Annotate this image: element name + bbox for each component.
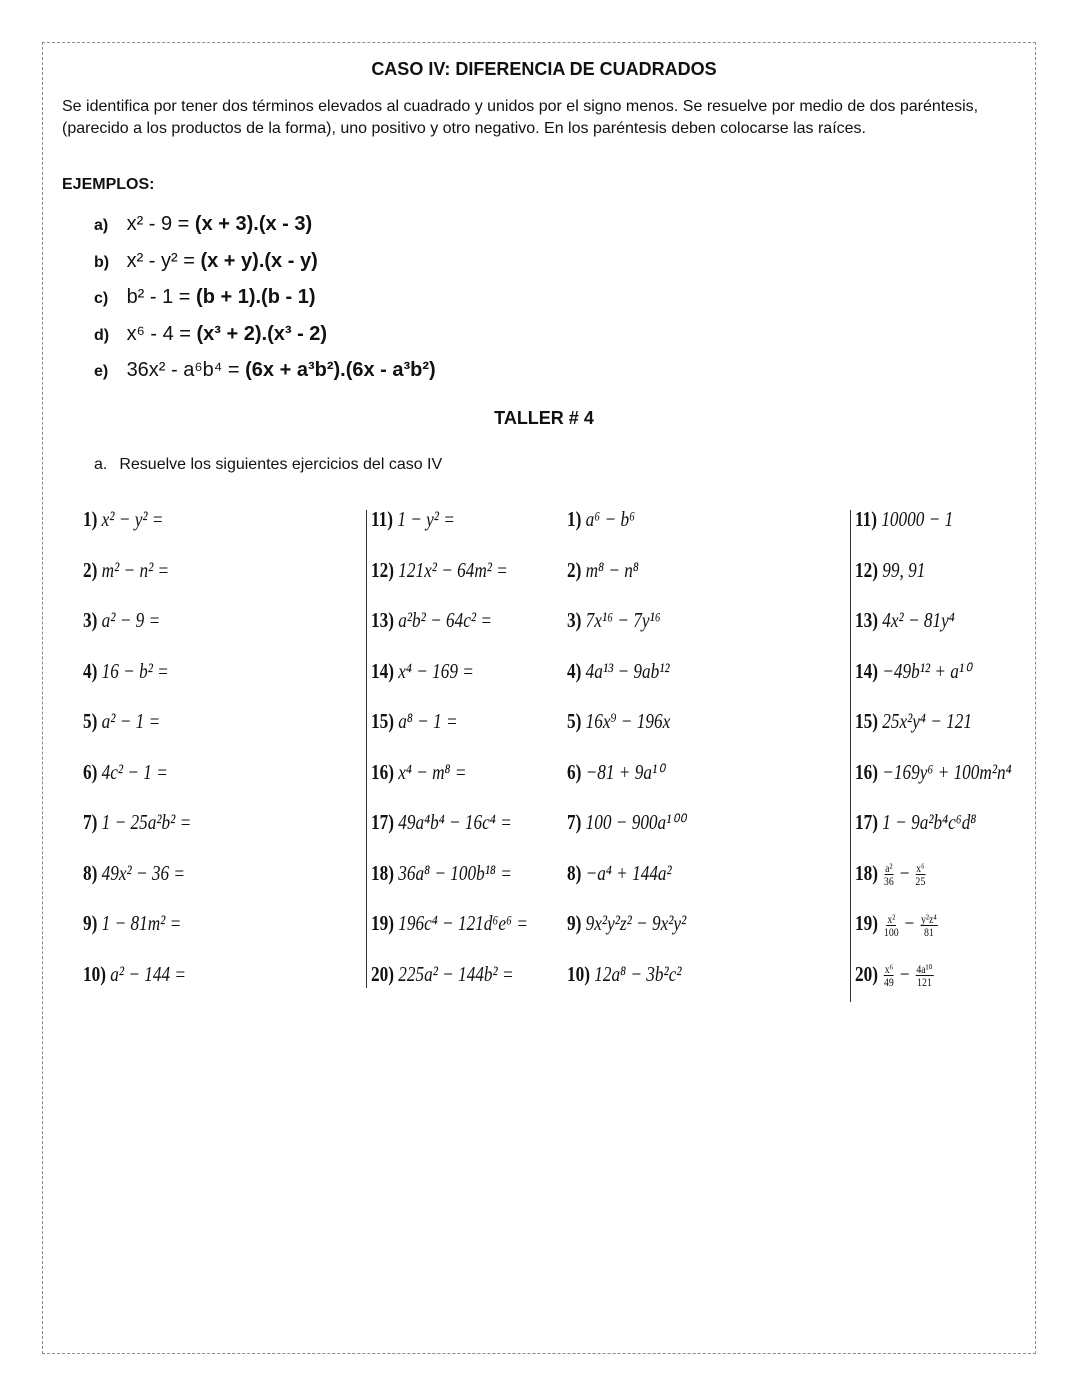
exercise-item (855, 706, 1012, 757)
examples-heading: EJEMPLOS: (62, 176, 155, 193)
exercise-number: 16) (371, 759, 394, 784)
fraction-numerator: x⁶ (884, 962, 894, 977)
exercise-item (855, 555, 1012, 606)
fraction (884, 913, 899, 938)
exercise-column-1 (83, 504, 215, 1009)
exercise-expression: 100 − 900a¹⁰⁰ (585, 810, 686, 834)
column-divider (366, 510, 367, 988)
exercise-number: 7) (567, 810, 582, 834)
exercise-number: 16) (855, 759, 878, 784)
example-item: d) x⁶ - 4 = (x³ + 2).(x³ - 2) (94, 322, 328, 345)
exercise-expression: 12a⁸ − 3b²c² (594, 961, 682, 986)
exercise-number: 18) (371, 860, 394, 885)
exercise-item (567, 959, 686, 1010)
fraction-numerator: x⁶ (916, 861, 925, 876)
exercise-expression: 9x²y²z² − 9x²y² (585, 911, 687, 935)
exercise-expression: −169y⁶ + 100m²n⁴ (882, 759, 1012, 784)
fraction (884, 963, 894, 988)
exercise-number: 6) (83, 759, 98, 784)
fraction-numerator: a² (885, 861, 893, 876)
exercise-item: 18) $\frac{\text{a²}}{36}$ − $\frac{\text{x⁶}}{25}$ (855, 860, 926, 889)
exercise-expression: x² − y² = (101, 507, 164, 531)
exercise-number: 5) (567, 709, 582, 733)
exercise-expression: 49x² − 36 = (101, 860, 186, 885)
exercise-item (371, 605, 528, 656)
exercise-expression: a² − 9 = (101, 608, 161, 632)
exercise-item (83, 555, 191, 606)
exercise-item (567, 908, 686, 959)
instruction: a. Resuelve los siguientes ejercicios del caso IV (94, 456, 443, 473)
exercise-item (855, 605, 1012, 656)
fraction-denominator: 25 (915, 874, 926, 889)
exercise-number: 1) (567, 507, 582, 531)
example-item: c) b² - 1 = (b + 1).(b - 1) (94, 286, 316, 308)
exercise-expression: a²b² − 64c² = (398, 608, 493, 632)
exercise-expression: 196c⁴ − 121d⁶e⁶ = (398, 911, 528, 935)
exercise-expression: 25x²y⁴ − 121 (882, 709, 972, 733)
exercise-expression: 16x⁹ − 196x (585, 709, 671, 733)
exercise-item (83, 757, 191, 808)
exercise-item (855, 807, 1012, 858)
exercise-expression: m⁸ − n⁸ (585, 557, 639, 582)
exercise-item (567, 706, 686, 757)
exercise-number: 19) (371, 911, 394, 935)
exercise-item (567, 807, 686, 858)
exercise-item (855, 757, 1012, 808)
exercise-number: 7) (83, 810, 98, 834)
examples-list (94, 210, 436, 393)
exercise-number: 12) (371, 557, 394, 582)
exercise-item (567, 757, 686, 808)
exercise-number: 17) (371, 810, 394, 834)
exercise-expression: x⁴ − m⁸ = (398, 759, 467, 784)
fraction-numerator: x² (887, 911, 896, 926)
exercise-expression: 1 − 9a²b⁴c⁶d⁸ (882, 810, 977, 834)
exercise-expression: 4c² − 1 = (101, 759, 168, 784)
fraction-denominator: 100 (883, 924, 899, 939)
exercise-item (83, 807, 191, 858)
page-title: CASO IV: DIFERENCIA DE CUADRADOS (371, 59, 717, 79)
exercise-item: 20) $\frac{\text{x⁶}}{49}$ − $\frac{\text{4a¹⁰}}{121}$ (855, 961, 933, 990)
exercise-number: 10) (567, 961, 590, 986)
fraction-numerator: 4a¹⁰ (916, 962, 933, 977)
intro-paragraph: Se identifica por tener dos términos elevados al cuadrado y unidos por el signo menos. Se resuelve por medio de dos paréntesis, (parecido a los productos de la forma), uno positivo y otro negativo. En los paréntesis deben colocarse las raíces. (62, 98, 979, 137)
example-item: e) 36x² - a⁶b⁴ = (6x + a³b²).(6x - a³b²) (94, 359, 436, 381)
fraction (916, 963, 934, 988)
fraction-denominator: 36 (883, 874, 894, 889)
exercise-number: 13) (371, 608, 394, 632)
exercise-expression: 1 − 25a²b² = (101, 810, 192, 834)
fraction-denominator: 81 (923, 924, 934, 939)
exercise-expression: 4x² − 81y⁴ (882, 608, 955, 632)
exercise-item (567, 656, 686, 707)
exercise-number: 20) (855, 961, 878, 986)
exercise-item (567, 858, 686, 909)
exercise-number: 20) (371, 961, 394, 986)
exercise-item (855, 656, 1012, 707)
fraction-denominator: 121 (917, 975, 932, 990)
exercise-expression: 49a⁴b⁴ − 16c⁴ = (398, 810, 512, 834)
exercise-column-4 (855, 504, 1046, 1009)
exercise-number: 2) (567, 557, 582, 582)
exercise-number: 2) (83, 557, 98, 582)
exercise-number: 8) (83, 860, 98, 885)
exercise-expression: 4a¹³ − 9ab¹² (585, 658, 670, 683)
exercise-expression: 7x¹⁶ − 7y¹⁶ (585, 608, 661, 632)
exercise-expression: a⁸ − 1 = (398, 709, 458, 733)
exercise-number: 17) (855, 810, 878, 834)
exercise-number: 8) (567, 860, 582, 885)
exercise-number: 12) (855, 557, 878, 582)
exercise-expression: a² − 1 = (101, 709, 161, 733)
exercise-item (855, 504, 1012, 555)
exercise-number: 14) (371, 658, 394, 683)
exercise-expression: a² − 144 = (110, 961, 187, 986)
exercise-item (567, 504, 686, 555)
exercise-expression: 1 − 81m² = (101, 911, 182, 935)
exercise-item: 19) $\frac{\text{x²}}{100}$ − $\frac{\text{y²z⁴}}{81}$ (855, 911, 937, 939)
exercise-item (371, 706, 528, 757)
exercise-expression: −81 + 9a¹⁰ (585, 759, 665, 784)
fraction (920, 913, 937, 938)
exercise-item (371, 908, 528, 959)
exercise-number: 5) (83, 709, 98, 733)
exercise-number: 13) (855, 608, 878, 632)
exercise-number: 11) (371, 507, 394, 531)
exercise-expression: 1 − y² = (397, 507, 455, 531)
exercise-expression: 99, 91 (882, 557, 926, 582)
exercise-number: 9) (83, 911, 98, 935)
exercise-column-2 (371, 504, 562, 1009)
exercise-item (371, 858, 528, 909)
exercise-number: 18) (855, 860, 878, 885)
exercise-number: 14) (855, 658, 878, 683)
exercise-expression: −49b¹² + a¹⁰ (882, 658, 971, 683)
exercise-number: 19) (855, 911, 878, 935)
exercise-expression: x⁴ − 169 = (398, 658, 474, 683)
exercise-item (567, 555, 686, 606)
exercise-number: 10) (83, 961, 106, 986)
exercise-item (371, 555, 528, 606)
exercise-number: 9) (567, 911, 582, 935)
exercise-item (83, 959, 191, 1010)
fraction (915, 862, 925, 887)
exercise-expression: a⁶ − b⁶ (585, 507, 636, 531)
exercise-number: 4) (567, 658, 582, 683)
exercise-number: 15) (855, 709, 878, 733)
exercise-item (371, 757, 528, 808)
exercise-item (83, 908, 191, 959)
exercise-column-3 (567, 504, 712, 1009)
exercise-number: 11) (855, 507, 878, 531)
exercise-number: 15) (371, 709, 394, 733)
exercise-number: 3) (83, 608, 98, 632)
exercise-expression: 10000 − 1 (881, 507, 954, 531)
exercise-number: 1) (83, 507, 98, 531)
exercise-expression: 225a² − 144b² = (398, 961, 514, 986)
exercise-item (371, 656, 528, 707)
exercise-expression: m² − n² = (101, 557, 170, 582)
exercise-number: 4) (83, 658, 98, 683)
exercise-item (83, 858, 191, 909)
exercise-item (371, 807, 528, 858)
exercise-item (83, 504, 191, 555)
exercise-expression: 16 − b² = (101, 658, 169, 683)
example-item: a) x² - 9 = (x + 3).(x - 3) (94, 213, 313, 235)
exercise-item (371, 959, 528, 1010)
fraction (884, 862, 894, 887)
fraction-denominator: 49 (883, 975, 894, 990)
exercise-expression: 36a⁸ − 100b¹⁸ = (398, 860, 512, 885)
example-item: b) x² - y² = (x + y).(x - y) (94, 249, 318, 272)
exercise-number: 3) (567, 608, 582, 632)
workshop-title: TALLER # 4 (494, 408, 594, 428)
exercise-expression: −a⁴ + 144a² (585, 860, 672, 885)
column-divider (850, 510, 851, 1002)
exercise-expression: 121x² − 64m² = (398, 557, 508, 582)
exercise-item (83, 706, 191, 757)
exercise-number: 6) (567, 759, 582, 784)
exercise-item (371, 504, 528, 555)
exercise-item (83, 605, 191, 656)
fraction-numerator: y²z⁴ (921, 911, 937, 926)
exercise-item (567, 605, 686, 656)
exercise-item (83, 656, 191, 707)
